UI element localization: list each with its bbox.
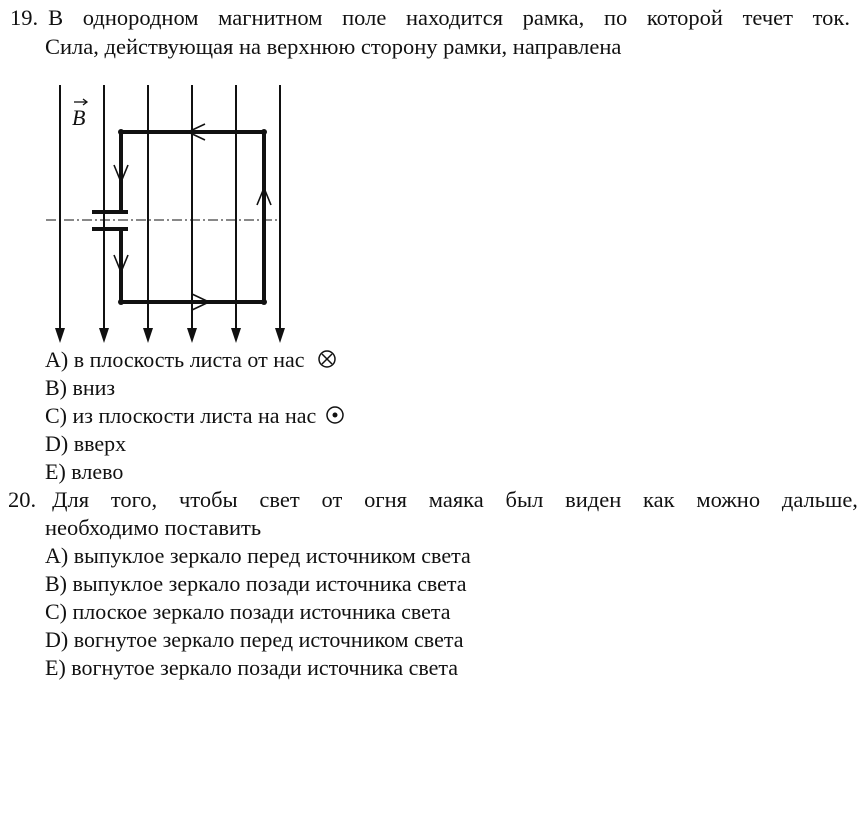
- option-letter: E): [45, 459, 66, 484]
- word: однородном: [82, 5, 199, 30]
- word: того,: [110, 487, 158, 512]
- option-text: влево: [71, 459, 124, 484]
- down-arrow-icon: [187, 328, 197, 343]
- word: магнитном: [218, 5, 323, 30]
- word: как: [643, 487, 675, 512]
- field-arrowheads: [55, 328, 285, 343]
- word: был: [505, 487, 544, 512]
- q20-line1: [8, 486, 858, 514]
- word: течет: [742, 5, 793, 30]
- word: по: [603, 5, 628, 30]
- word: свет: [259, 487, 300, 512]
- word: дальше,: [781, 487, 858, 512]
- option-letter: A): [45, 543, 69, 568]
- word: поле: [342, 5, 387, 30]
- word: чтобы: [178, 487, 238, 512]
- option-text: в плоскость листа от нас: [73, 347, 305, 372]
- out-of-page-icon: [324, 404, 346, 426]
- option-letter: D): [45, 431, 69, 456]
- q19-option-b[interactable]: [45, 374, 115, 402]
- option-letter: C): [45, 403, 67, 428]
- word: виден: [565, 487, 622, 512]
- word: можно: [696, 487, 761, 512]
- q20-number: 20.: [8, 487, 37, 512]
- down-arrow-icon: [143, 328, 153, 343]
- q19-line2: Сила, действующая на верхнюю сторону рамки, направлена: [45, 34, 622, 59]
- q20-option-c[interactable]: [45, 598, 451, 626]
- q19-option-a[interactable]: [45, 346, 338, 374]
- option-text: плоское зеркало позади источника света: [72, 599, 451, 624]
- q20-option-e[interactable]: [45, 654, 458, 682]
- word: ток.: [812, 5, 850, 30]
- option-text: из плоскости листа на нас: [72, 403, 317, 428]
- word: которой: [646, 5, 723, 30]
- word: от: [321, 487, 343, 512]
- option-letter: D): [45, 627, 69, 652]
- q19-option-e[interactable]: [45, 458, 123, 486]
- q19-number: 19.: [10, 5, 39, 30]
- q19-option-c[interactable]: [45, 402, 346, 430]
- word: Для: [52, 487, 90, 512]
- word: огня: [364, 487, 407, 512]
- q20-option-b[interactable]: [45, 570, 467, 598]
- down-arrow-icon: [99, 328, 109, 343]
- word: В: [48, 5, 64, 30]
- option-text: вниз: [72, 375, 116, 400]
- option-text: вогнутое зеркало перед источником света: [73, 627, 464, 652]
- q20-line1-text: [52, 486, 858, 514]
- q20-option-a[interactable]: [45, 542, 471, 570]
- word: находится: [406, 5, 503, 30]
- q20-line2: необходимо поставить: [45, 515, 262, 540]
- option-text: вогнутое зеркало позади источника света: [71, 655, 459, 680]
- down-arrow-icon: [231, 328, 241, 343]
- option-text: вверх: [73, 431, 127, 456]
- word: рамка,: [522, 5, 585, 30]
- down-arrow-icon: [55, 328, 65, 343]
- word: маяка: [428, 487, 484, 512]
- q20-option-d[interactable]: [45, 626, 463, 654]
- down-arrow-icon: [275, 328, 285, 343]
- into-page-icon: [316, 348, 338, 370]
- field-label: B: [72, 105, 86, 130]
- option-letter: B): [45, 571, 67, 596]
- option-letter: A): [45, 347, 69, 372]
- option-text: выпуклое зеркало позади источника света: [72, 571, 467, 596]
- q19-option-d[interactable]: [45, 430, 126, 458]
- option-letter: B): [45, 375, 67, 400]
- option-letter: E): [45, 655, 66, 680]
- option-letter: C): [45, 599, 67, 624]
- option-text: выпуклое зеркало перед источником света: [73, 543, 471, 568]
